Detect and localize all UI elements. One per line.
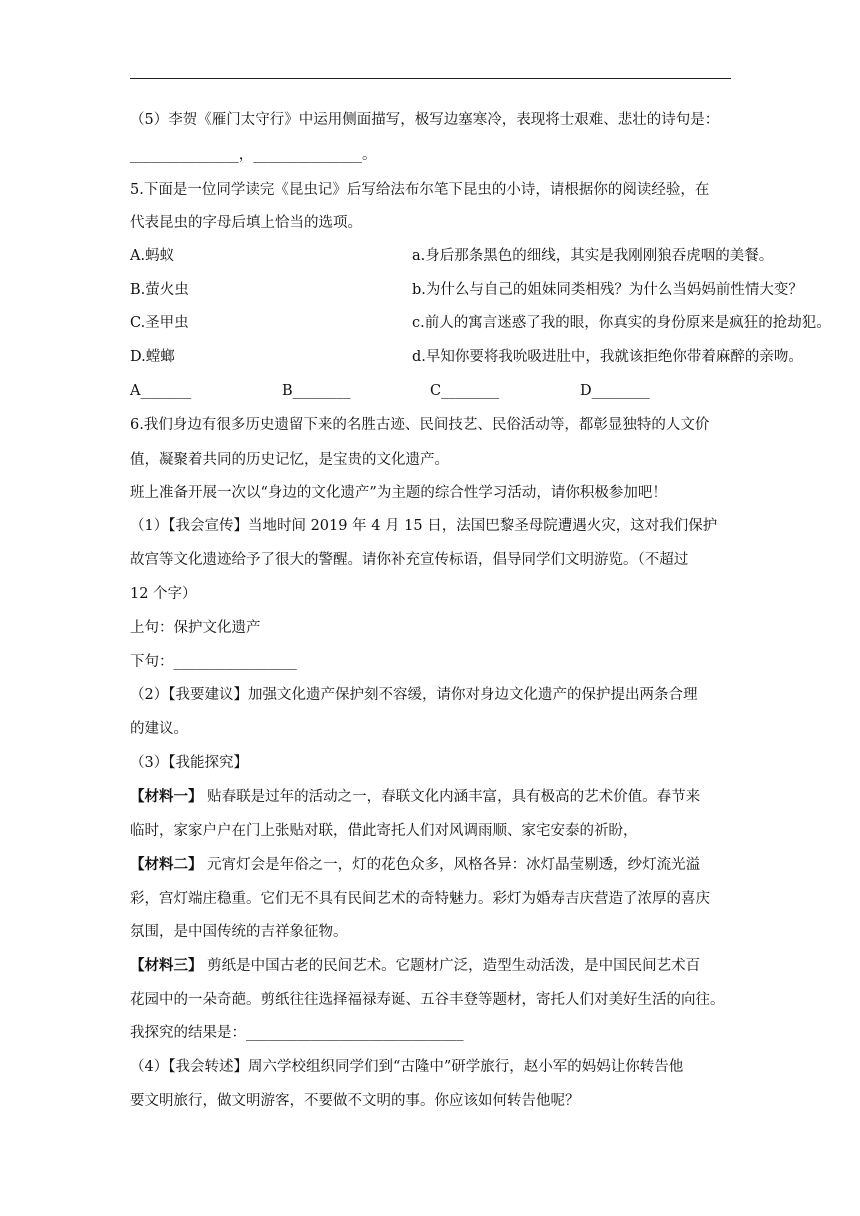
material-1-line1: [130, 787, 730, 807]
insect-option: C.圣甲虫: [130, 315, 189, 331]
q6-part2-line1: （2）【我要建议】加强文化遗产保护刻不容缓，请你对身边文化遗产的保护提出两条合理: [130, 687, 698, 703]
exploration-result-blank[interactable]: 我探究的结果是：______________________________: [130, 1025, 464, 1041]
material-3-text: 剪纸是中国古老的民间艺术。它题材广泛，造型生动活泼，是中国民间艺术百: [202, 958, 701, 974]
q6-part3-title: （3）【我能探究】: [130, 755, 248, 771]
material-3-line2: 花园中的一朵奇葩。剪纸往往选择福禄寿诞、五谷丰登等题材，寄托人们对美好生活的向往。: [130, 992, 725, 1008]
q5-option-row: [130, 347, 803, 367]
answer-blank-b[interactable]: B________: [282, 383, 351, 399]
insect-option: A.蚂蚁: [130, 248, 175, 264]
q5-option-row: [130, 280, 803, 300]
slogan-lower-blank[interactable]: 下句：_________________: [130, 654, 297, 670]
verse-option: b.为什么与自己的姐妹同类相残？为什么当妈妈前性情大变？: [412, 282, 803, 298]
slogan-upper-line: 上句：保护文化遗产: [130, 620, 261, 636]
poem-answer-blanks[interactable]: _______________，_______________。: [130, 147, 377, 163]
material-2-tag: 【材料二】: [130, 857, 203, 873]
answer-blank-d[interactable]: D________: [580, 383, 650, 399]
q6-intro-line1: 6.我们身边有很多历史遗留下来的名胜古迹、民间技艺、民俗活动等，都彰显独特的人文价: [130, 417, 710, 433]
q5-option-row: [130, 246, 774, 266]
material-1-tag: 【材料一】: [130, 789, 203, 805]
material-1-text: 贴春联是过年的活动之一，春联文化内涵丰富，具有极高的艺术价值。春节来: [202, 789, 701, 805]
header-rule: [130, 78, 731, 79]
material-1-line2: 临时，家家户户在门上张贴对联，借此寄托人们对风调雨顺、家宅安泰的祈盼，: [130, 823, 638, 839]
q6-part4-line2: 要文明旅行，做文明游客，不要做不文明的事。你应该如何转告他呢？: [130, 1093, 580, 1109]
material-2-line2: 彩，宫灯端庄稳重。它们无不具有民间艺术的奇特魅力。彩灯为婚寿吉庆营造了浓厚的喜庆: [130, 891, 710, 907]
material-3-line1: [130, 956, 730, 976]
answer-blank-a[interactable]: A_______: [130, 383, 192, 399]
q6-part4-line1: （4）【我会转述】周六学校组织同学们到“古隆中”研学旅行，赵小军的妈妈让你转告他: [130, 1059, 684, 1075]
material-2-line3: 氛围，是中国传统的吉祥象征物。: [130, 924, 348, 940]
q5-option-row: [130, 313, 831, 333]
insect-option: D.螳螂: [130, 349, 175, 365]
answer-blank-c[interactable]: C________: [430, 383, 500, 399]
insect-option: B.萤火虫: [130, 282, 189, 298]
q6-part1-line2: 故宫等文化遗迹给予了很大的警醒。请你补充宣传标语，倡导同学们文明游览。（不超过: [130, 552, 689, 568]
q5-prompt-line1: 5.下面是一位同学读完《昆虫记》后写给法布尔笔下昆虫的小诗，请根据你的阅读经验，在: [130, 182, 710, 198]
q6-part2-line2: 的建议。: [130, 721, 188, 737]
q6-part1-line3: 12 个字）: [130, 586, 197, 602]
poem-question-5: （5）李贺《雁门太守行》中运用侧面描写，极写边塞寒冷，表现将士艰难、悲壮的诗句是：: [130, 112, 720, 128]
q6-part1-line1: （1）【我会宣传】当地时间 2019 年 4 月 15 日，法国巴黎圣母院遭遇火灾，这对我们保护: [130, 518, 718, 534]
q6-intro-line3: 班上准备开展一次以“身边的文化遗产”为主题的综合性学习活动，请你积极参加吧！: [130, 485, 667, 501]
q6-intro-line2: 值，凝聚着共同的历史记忆，是宝贵的文化遗产。: [130, 452, 449, 468]
verse-option: c.前人的寓言迷惑了我的眼，你真实的身份原来是疯狂的抢劫犯。: [412, 315, 831, 331]
verse-option: d.早知你要将我吮吸进肚中，我就该拒绝你带着麻醉的亲吻。: [412, 349, 803, 365]
q5-prompt-line2: 代表昆虫的字母后填上恰当的选项。: [130, 215, 362, 231]
verse-option: a.身后那条黑色的细线，其实是我刚刚狼吞虎咽的美餐。: [412, 248, 774, 264]
material-3-tag: 【材料三】: [130, 958, 203, 974]
material-2-line1: [130, 855, 730, 875]
material-2-text: 元宵灯会是年俗之一，灯的花色众多，风格各异：冰灯晶莹剔透，纱灯流光溢: [202, 857, 701, 873]
